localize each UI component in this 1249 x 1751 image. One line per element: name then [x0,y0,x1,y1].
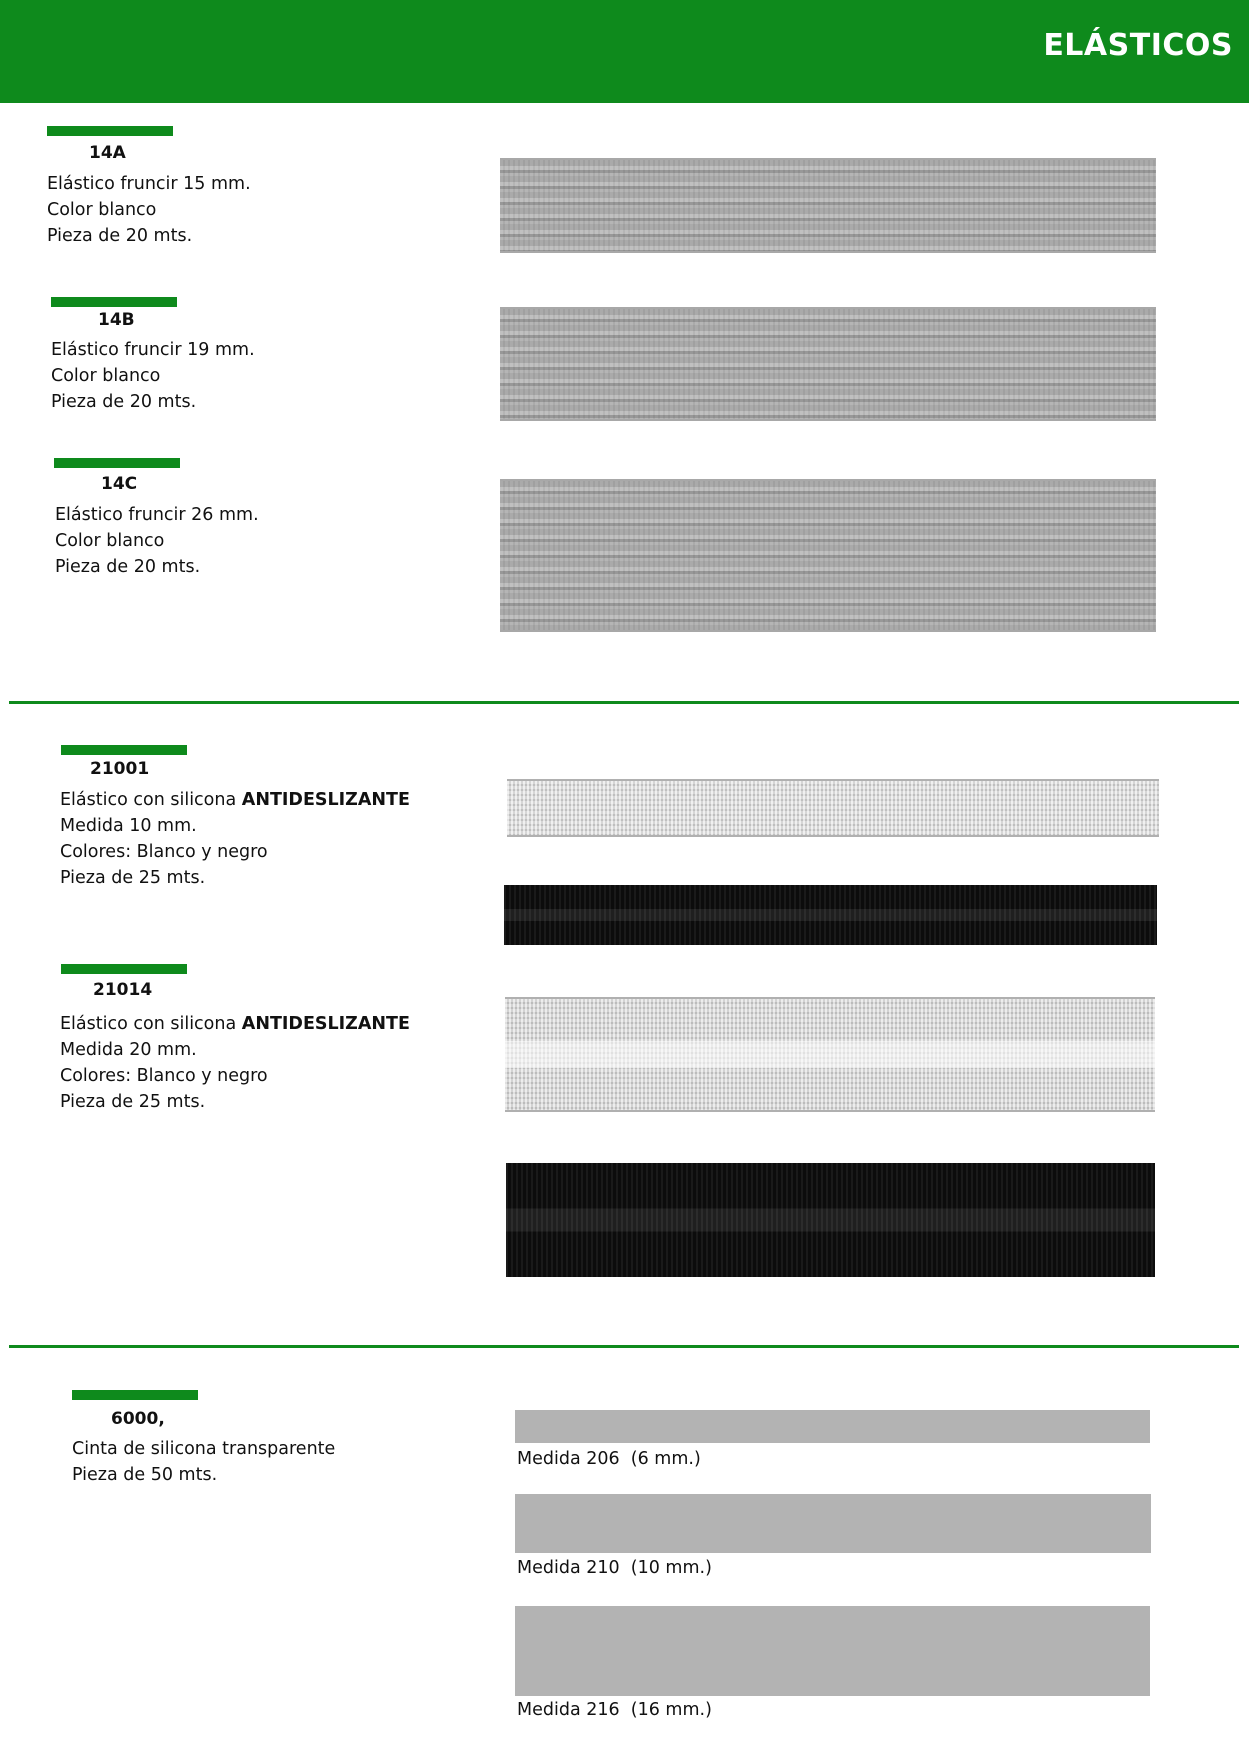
description-line: Color blanco [51,366,161,386]
description-line: Colores: Blanco y negro [60,842,268,862]
product-description [47,171,251,249]
elastic-swatch-21001-black [504,885,1157,945]
description-line: Pieza de 20 mts. [55,557,201,577]
product-description [51,337,255,415]
page-title: ELÁSTICOS [1043,28,1233,63]
description-emphasis: ANTIDESLIZANTE [241,1014,410,1034]
elastic-swatch-14b [500,307,1156,421]
section-divider [9,701,1239,704]
description-line [60,1011,410,1037]
description-line: Pieza de 20 mts. [51,392,197,412]
product-tag-bar [47,126,173,136]
elastic-swatch-14a [500,158,1156,253]
description-line: Color blanco [47,200,157,220]
description-line: Pieza de 20 mts. [47,226,193,246]
description-line: Pieza de 50 mts. [72,1465,218,1485]
description-line: Colores: Blanco y negro [60,1066,268,1086]
section-divider [9,1345,1239,1348]
product-description [60,1011,410,1115]
silicone-tape-swatch-206 [515,1410,1150,1443]
description-text: Elástico con silicona [60,1014,242,1034]
product-tag-bar [51,297,177,307]
product-code: 21001 [90,759,150,779]
silicone-tape-swatch-216 [515,1606,1150,1696]
product-code: 14C [101,474,138,494]
description-line [60,787,410,813]
header-bar [0,0,1249,103]
product-tag-bar [61,964,187,974]
product-description [60,787,410,891]
description-line: Pieza de 25 mts. [60,1092,206,1112]
elastic-swatch-21001-white [507,779,1159,837]
description-line: Cinta de silicona transparente [72,1439,336,1459]
elastic-swatch-14c [500,479,1156,632]
product-code: 14B [98,310,135,330]
description-line: Medida 20 mm. [60,1040,197,1060]
description-line: Color blanco [55,531,165,551]
product-code: 6000, [111,1409,165,1429]
description-line: Elástico fruncir 19 mm. [51,340,255,360]
size-caption: Medida 210 (10 mm.) [517,1558,712,1578]
product-tag-bar [54,458,180,468]
description-line: Elástico fruncir 26 mm. [55,505,259,525]
product-code: 14A [89,143,126,163]
description-emphasis: ANTIDESLIZANTE [241,790,410,810]
description-line: Elástico fruncir 15 mm. [47,174,251,194]
elastic-swatch-21014-black [506,1163,1155,1277]
product-tag-bar [72,1390,198,1400]
product-code: 21014 [93,980,153,1000]
elastic-swatch-21014-white [505,997,1155,1112]
description-line: Medida 10 mm. [60,816,197,836]
description-line: Pieza de 25 mts. [60,868,206,888]
product-tag-bar [61,745,187,755]
product-description [72,1436,335,1488]
size-caption: Medida 216 (16 mm.) [517,1700,712,1720]
size-caption: Medida 206 (6 mm.) [517,1449,701,1469]
product-description [55,502,259,580]
silicone-tape-swatch-210 [515,1494,1151,1553]
description-text: Elástico con silicona [60,790,242,810]
